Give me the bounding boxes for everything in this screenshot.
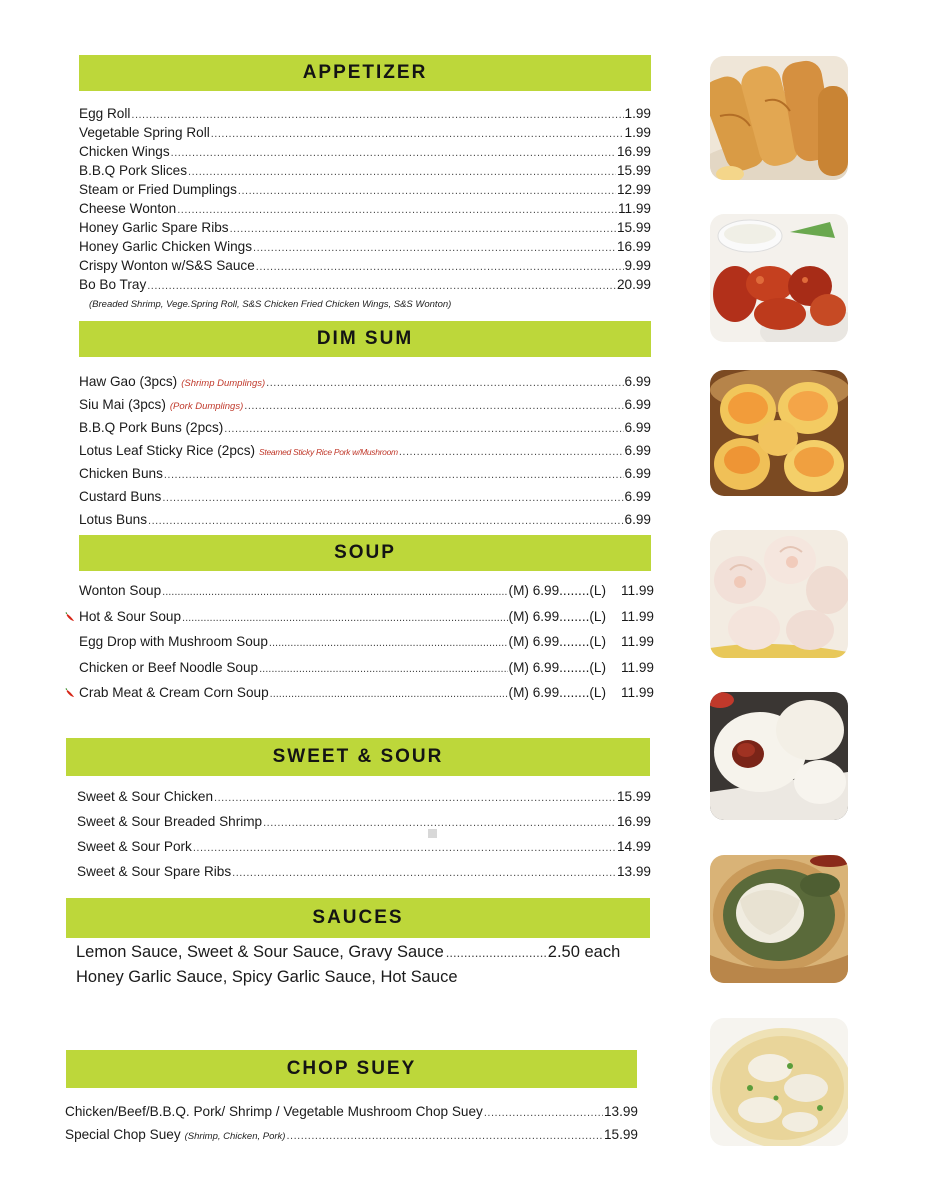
item-price-large: 11.99: [620, 659, 654, 675]
item-price: 20.99: [616, 277, 651, 292]
item-price: 6.99: [624, 512, 651, 527]
item-price-medium: (M) 6.99........(L): [508, 659, 606, 675]
item-price: 16.99: [616, 814, 651, 829]
bo-bo-tray-note: (Breaded Shrimp, Vege.Spring Roll, S&S Chicken Fried Chicken Wings, S&S Wonton): [89, 299, 452, 310]
leader-dots: [269, 637, 508, 649]
item-name: Sweet & Sour Pork: [77, 839, 192, 854]
leader-dots: [162, 586, 507, 598]
menu-item: [79, 143, 651, 162]
leader-dots: [446, 940, 546, 965]
item-price-large: 11.99: [620, 608, 654, 624]
leader-dots: [259, 663, 507, 675]
item-name: Hot & Sour Soup: [79, 608, 182, 624]
item-name: Chicken/Beef/B.B.Q. Pork/ Shrimp / Vegetable Mushroom Chop Suey: [65, 1104, 483, 1119]
item-price: 6.99: [624, 374, 651, 389]
leader-dots: [263, 812, 616, 835]
leader-dots: [162, 488, 623, 509]
item-name: Steam or Fried Dumplings: [79, 182, 237, 197]
menu-item: [79, 238, 651, 257]
item-name: Chicken or Beef Noodle Soup: [79, 659, 259, 675]
leader-dots: [182, 612, 508, 624]
item-name: Chicken Wings: [79, 144, 170, 159]
leader-dots: [193, 837, 616, 860]
item-name: Honey Garlic Chicken Wings: [79, 239, 253, 254]
leader-dots: [214, 787, 616, 810]
leader-dots: [244, 396, 623, 417]
leader-dots: [171, 144, 616, 162]
item-price-large: 11.99: [620, 634, 654, 649]
leader-dots: [270, 688, 508, 700]
har-gow-photo: [710, 530, 848, 658]
item-name: B.B.Q Pork Buns (2pcs): [79, 420, 224, 435]
item-note: Steamed Sticky Rice Pork w/Mushroom: [259, 447, 398, 457]
menu-item: [79, 583, 654, 609]
leader-dots: [232, 862, 616, 885]
menu-item: [77, 835, 651, 860]
leader-dots: [188, 163, 616, 181]
item-price: 11.99: [617, 201, 651, 216]
item-note: (Shrimp Dumplings): [181, 378, 266, 389]
chop-suey-list: [65, 1101, 638, 1148]
item-price-medium: (M) 6.99........(L): [508, 583, 606, 598]
item-name: Custard Buns: [79, 489, 162, 504]
menu-item: [79, 105, 651, 124]
item-name: Cheese Wonton: [79, 201, 177, 216]
item-price-medium: (M) 6.99........(L): [508, 634, 606, 649]
appetizer-list: [79, 105, 651, 310]
sauce-names-2: Honey Garlic Sauce, Spicy Garlic Sauce, Hot Sauce: [76, 968, 458, 986]
item-price: 9.99: [624, 258, 651, 273]
item-name: Lotus Leaf Sticky Rice (2pcs): [79, 443, 256, 458]
dim-sum-list: [79, 371, 651, 532]
wonton-soup-photo: [710, 1018, 848, 1146]
chicken-wings-photo: [710, 214, 848, 342]
item-price: 13.99: [603, 1104, 638, 1119]
leader-dots: [211, 125, 624, 143]
item-name: Crab Meat & Cream Corn Soup: [79, 685, 269, 700]
menu-item: [77, 785, 651, 810]
item-name: Sweet & Sour Breaded Shrimp: [77, 814, 263, 829]
spicy-pepper-icon: [65, 612, 76, 623]
item-price-large: 11.99: [620, 685, 654, 700]
item-name: Wonton Soup: [79, 583, 162, 598]
item-price-large: 11.99: [620, 583, 654, 598]
leader-dots: [224, 419, 623, 440]
item-price: 6.99: [624, 489, 651, 504]
soup-list: [79, 583, 654, 711]
menu-item: [79, 257, 651, 276]
item-price: 6.99: [624, 443, 651, 458]
menu-item: [79, 181, 651, 200]
item-price: 14.99: [616, 839, 651, 854]
item-name: Egg Roll: [79, 106, 131, 121]
menu-item: [79, 417, 651, 440]
item-name: Bo Bo Tray: [79, 277, 147, 292]
sticky-rice-steamer-photo: [710, 855, 848, 983]
dim-sum-header: DIM SUM: [79, 321, 651, 357]
item-name: Sweet & Sour Chicken: [77, 789, 214, 804]
menu-item: [79, 486, 651, 509]
leader-dots: [484, 1102, 603, 1124]
item-name: Honey Garlic Spare Ribs: [79, 220, 229, 235]
leader-dots: [253, 239, 616, 257]
menu-item: [77, 810, 651, 835]
item-name: Siu Mai (3pcs): [79, 397, 166, 412]
menu-item: [79, 371, 651, 394]
leader-dots: [147, 277, 616, 295]
item-name: Vegetable Spring Roll: [79, 125, 210, 140]
item-name: Haw Gao (3pcs): [79, 374, 178, 389]
item-name: Sweet & Sour Spare Ribs: [77, 864, 232, 879]
menu-item: [79, 276, 651, 295]
leader-dots: [266, 373, 623, 394]
menu-item: [79, 440, 651, 463]
item-note: (Pork Dumplings): [169, 401, 244, 412]
menu-item: [77, 860, 651, 885]
item-price: 6.99: [624, 420, 651, 435]
menu-item: [79, 463, 651, 486]
chop-suey-header: CHOP SUEY: [66, 1050, 637, 1088]
egg-rolls-photo: [710, 56, 848, 180]
item-price: 15.99: [616, 163, 651, 178]
item-name: B.B.Q Pork Slices: [79, 163, 188, 178]
sauces-header: SAUCES: [66, 898, 650, 938]
menu-item: [79, 200, 651, 219]
item-price: 15.99: [603, 1127, 638, 1142]
item-price: 1.99: [624, 106, 651, 121]
item-price-medium: (M) 6.99........(L): [508, 685, 606, 700]
bbq-pork-buns-photo: [710, 692, 848, 820]
leader-dots: [230, 220, 616, 238]
sauces-text: [76, 940, 620, 990]
item-price: 6.99: [624, 466, 651, 481]
item-name: Special Chop Suey: [65, 1127, 181, 1142]
menu-item: [79, 634, 654, 660]
sauce-line: [76, 940, 620, 965]
item-name: Lotus Buns: [79, 512, 148, 527]
leader-dots: [164, 465, 624, 486]
appetizer-header: APPETIZER: [79, 55, 651, 91]
sauce-price: 2.50 each: [547, 943, 621, 961]
leader-dots: [399, 442, 624, 463]
leader-dots: [286, 1125, 603, 1147]
menu-item: [79, 660, 654, 686]
menu-item: [79, 124, 651, 143]
leader-dots: [256, 258, 624, 276]
sauce-names: Lemon Sauce, Sweet & Sour Sauce, Gravy Sauce: [76, 943, 444, 961]
scan-speck: [428, 829, 437, 838]
item-note: (Shrimp, Chicken, Pork): [184, 1131, 286, 1142]
menu-item: [65, 1101, 638, 1124]
item-price: 13.99: [616, 864, 651, 879]
leader-dots: [238, 182, 616, 200]
menu-item: [79, 685, 654, 711]
item-price-medium: (M) 6.99........(L): [508, 608, 606, 624]
item-name: Egg Drop with Mushroom Soup: [79, 634, 268, 649]
leader-dots: [148, 511, 624, 532]
menu-item: [79, 394, 651, 417]
sweet-sour-list: [77, 785, 651, 885]
menu-item: [79, 219, 651, 238]
spicy-pepper-icon: [65, 688, 76, 699]
item-price: 6.99: [624, 397, 651, 412]
item-price: 16.99: [616, 144, 651, 159]
item-name: Chicken Buns: [79, 466, 163, 481]
soup-header: SOUP: [79, 535, 651, 571]
leader-dots: [131, 106, 623, 124]
item-price: 16.99: [616, 239, 651, 254]
menu-item: [79, 509, 651, 532]
menu-item: [79, 609, 654, 635]
item-price: 1.99: [624, 125, 651, 140]
item-price: 12.99: [616, 182, 651, 197]
menu-item: [79, 162, 651, 181]
sweet-sour-header: SWEET & SOUR: [66, 738, 650, 776]
item-price: 15.99: [616, 789, 651, 804]
item-price: 15.99: [616, 220, 651, 235]
menu-item: [65, 1124, 638, 1148]
siu-mai-photo: [710, 370, 848, 496]
leader-dots: [177, 201, 617, 219]
item-name: Crispy Wonton w/S&S Sauce: [79, 258, 255, 273]
